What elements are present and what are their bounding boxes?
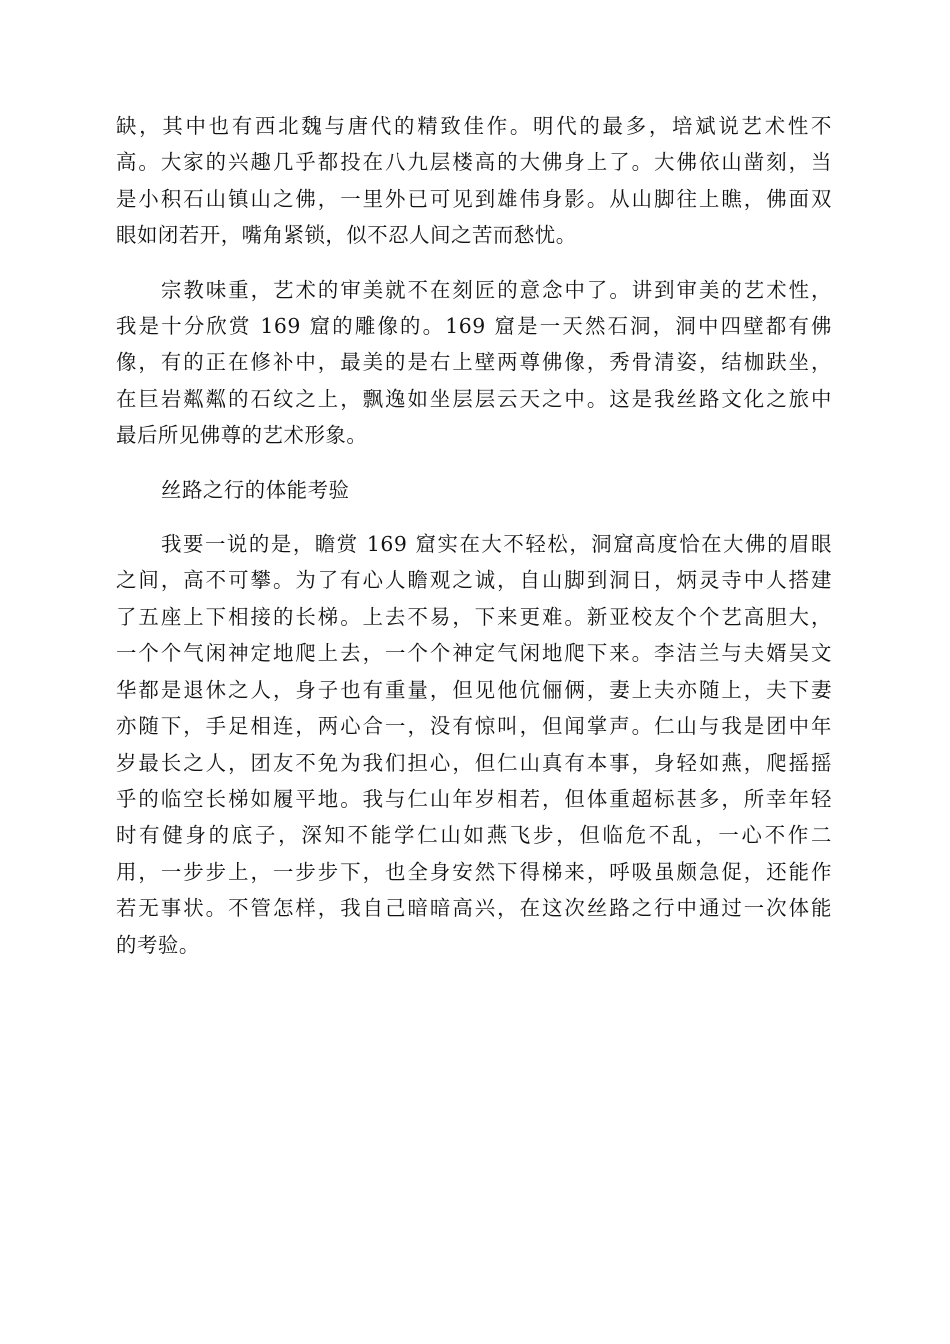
- document-body: [116, 108, 832, 963]
- text-line: 了五座上下相接的长梯。上去不易，下来更难。新亚校友个个艺高胆大，: [116, 604, 832, 629]
- text-line: 华都是退休之人，身子也有重量，但见他伉俪俩，妻上夫亦随上，夫下妻: [116, 677, 832, 702]
- text-line: 之间，高不可攀。为了有心人瞻观之诚，自山脚到洞日，炳灵寺中人搭建: [116, 568, 832, 593]
- text-line: 宗教味重，艺术的审美就不在刻匠的意念中了。讲到审美的艺术性，: [161, 277, 832, 302]
- text-line: 亦随下，手足相连，两心合一，没有惊叫，但闻掌声。仁山与我是团中年: [116, 714, 832, 739]
- section-heading-text: 丝路之行的体能考验: [161, 477, 350, 502]
- text-line: 缺，其中也有西北魏与唐代的精致佳作。明代的最多，培斌说艺术性不: [116, 114, 832, 138]
- text-line: 岁最长之人，团友不免为我们担心，但仁山真有本事，身轻如燕，爬摇摇: [116, 750, 832, 775]
- text-line: 是小积石山镇山之佛，一里外已可见到雄伟身影。从山脚往上瞧，佛面双: [116, 186, 832, 211]
- text-line: 高。大家的兴趣几乎都投在八九层楼高的大佛身上了。大佛依山凿刻，当: [116, 150, 832, 175]
- text-line: 像，有的正在修补中，最美的是右上壁两尊佛像，秀骨清姿，结枷趺坐，: [116, 350, 832, 375]
- section-heading: [116, 472, 832, 508]
- paragraph-cave-169: [116, 272, 832, 454]
- text-line: 的考验。: [116, 932, 200, 957]
- text-line: 我是十分欣赏 169 窟的雕像的。169 窟是一天然石洞，洞中四壁都有佛: [116, 314, 832, 339]
- text-line: 我要一说的是，瞻赏 169 窟实在大不轻松，洞窟高度恰在大佛的眉眼: [161, 532, 832, 557]
- paragraph-ladder-climb: [116, 526, 832, 963]
- text-line: 在巨岩粼粼的石纹之上，飘逸如坐层层云天之中。这是我丝路文化之旅中: [116, 386, 832, 411]
- text-line: 用，一步步上，一步步下，也全身安然下得梯来，呼吸虽颇急促，还能作: [116, 859, 832, 884]
- text-line: 一个个气闲神定地爬上去，一个个神定气闲地爬下来。李洁兰与夫婿吴文: [116, 641, 832, 666]
- text-line: 乎的临空长梯如履平地。我与仁山年岁相若，但体重超标甚多，所幸年轻: [116, 786, 832, 811]
- text-line: 时有健身的底子，深知不能学仁山如燕飞步，但临危不乱，一心不作二: [116, 823, 832, 848]
- text-line: 眼如闭若开，嘴角紧锁，似不忍人间之苦而愁忧。: [116, 223, 577, 248]
- text-line: 若无事状。不管怎样，我自己暗暗高兴，在这次丝路之行中通过一次体能: [116, 896, 832, 921]
- text-line: 最后所见佛尊的艺术形象。: [116, 423, 368, 448]
- paragraph-buddha-statue: [116, 108, 832, 254]
